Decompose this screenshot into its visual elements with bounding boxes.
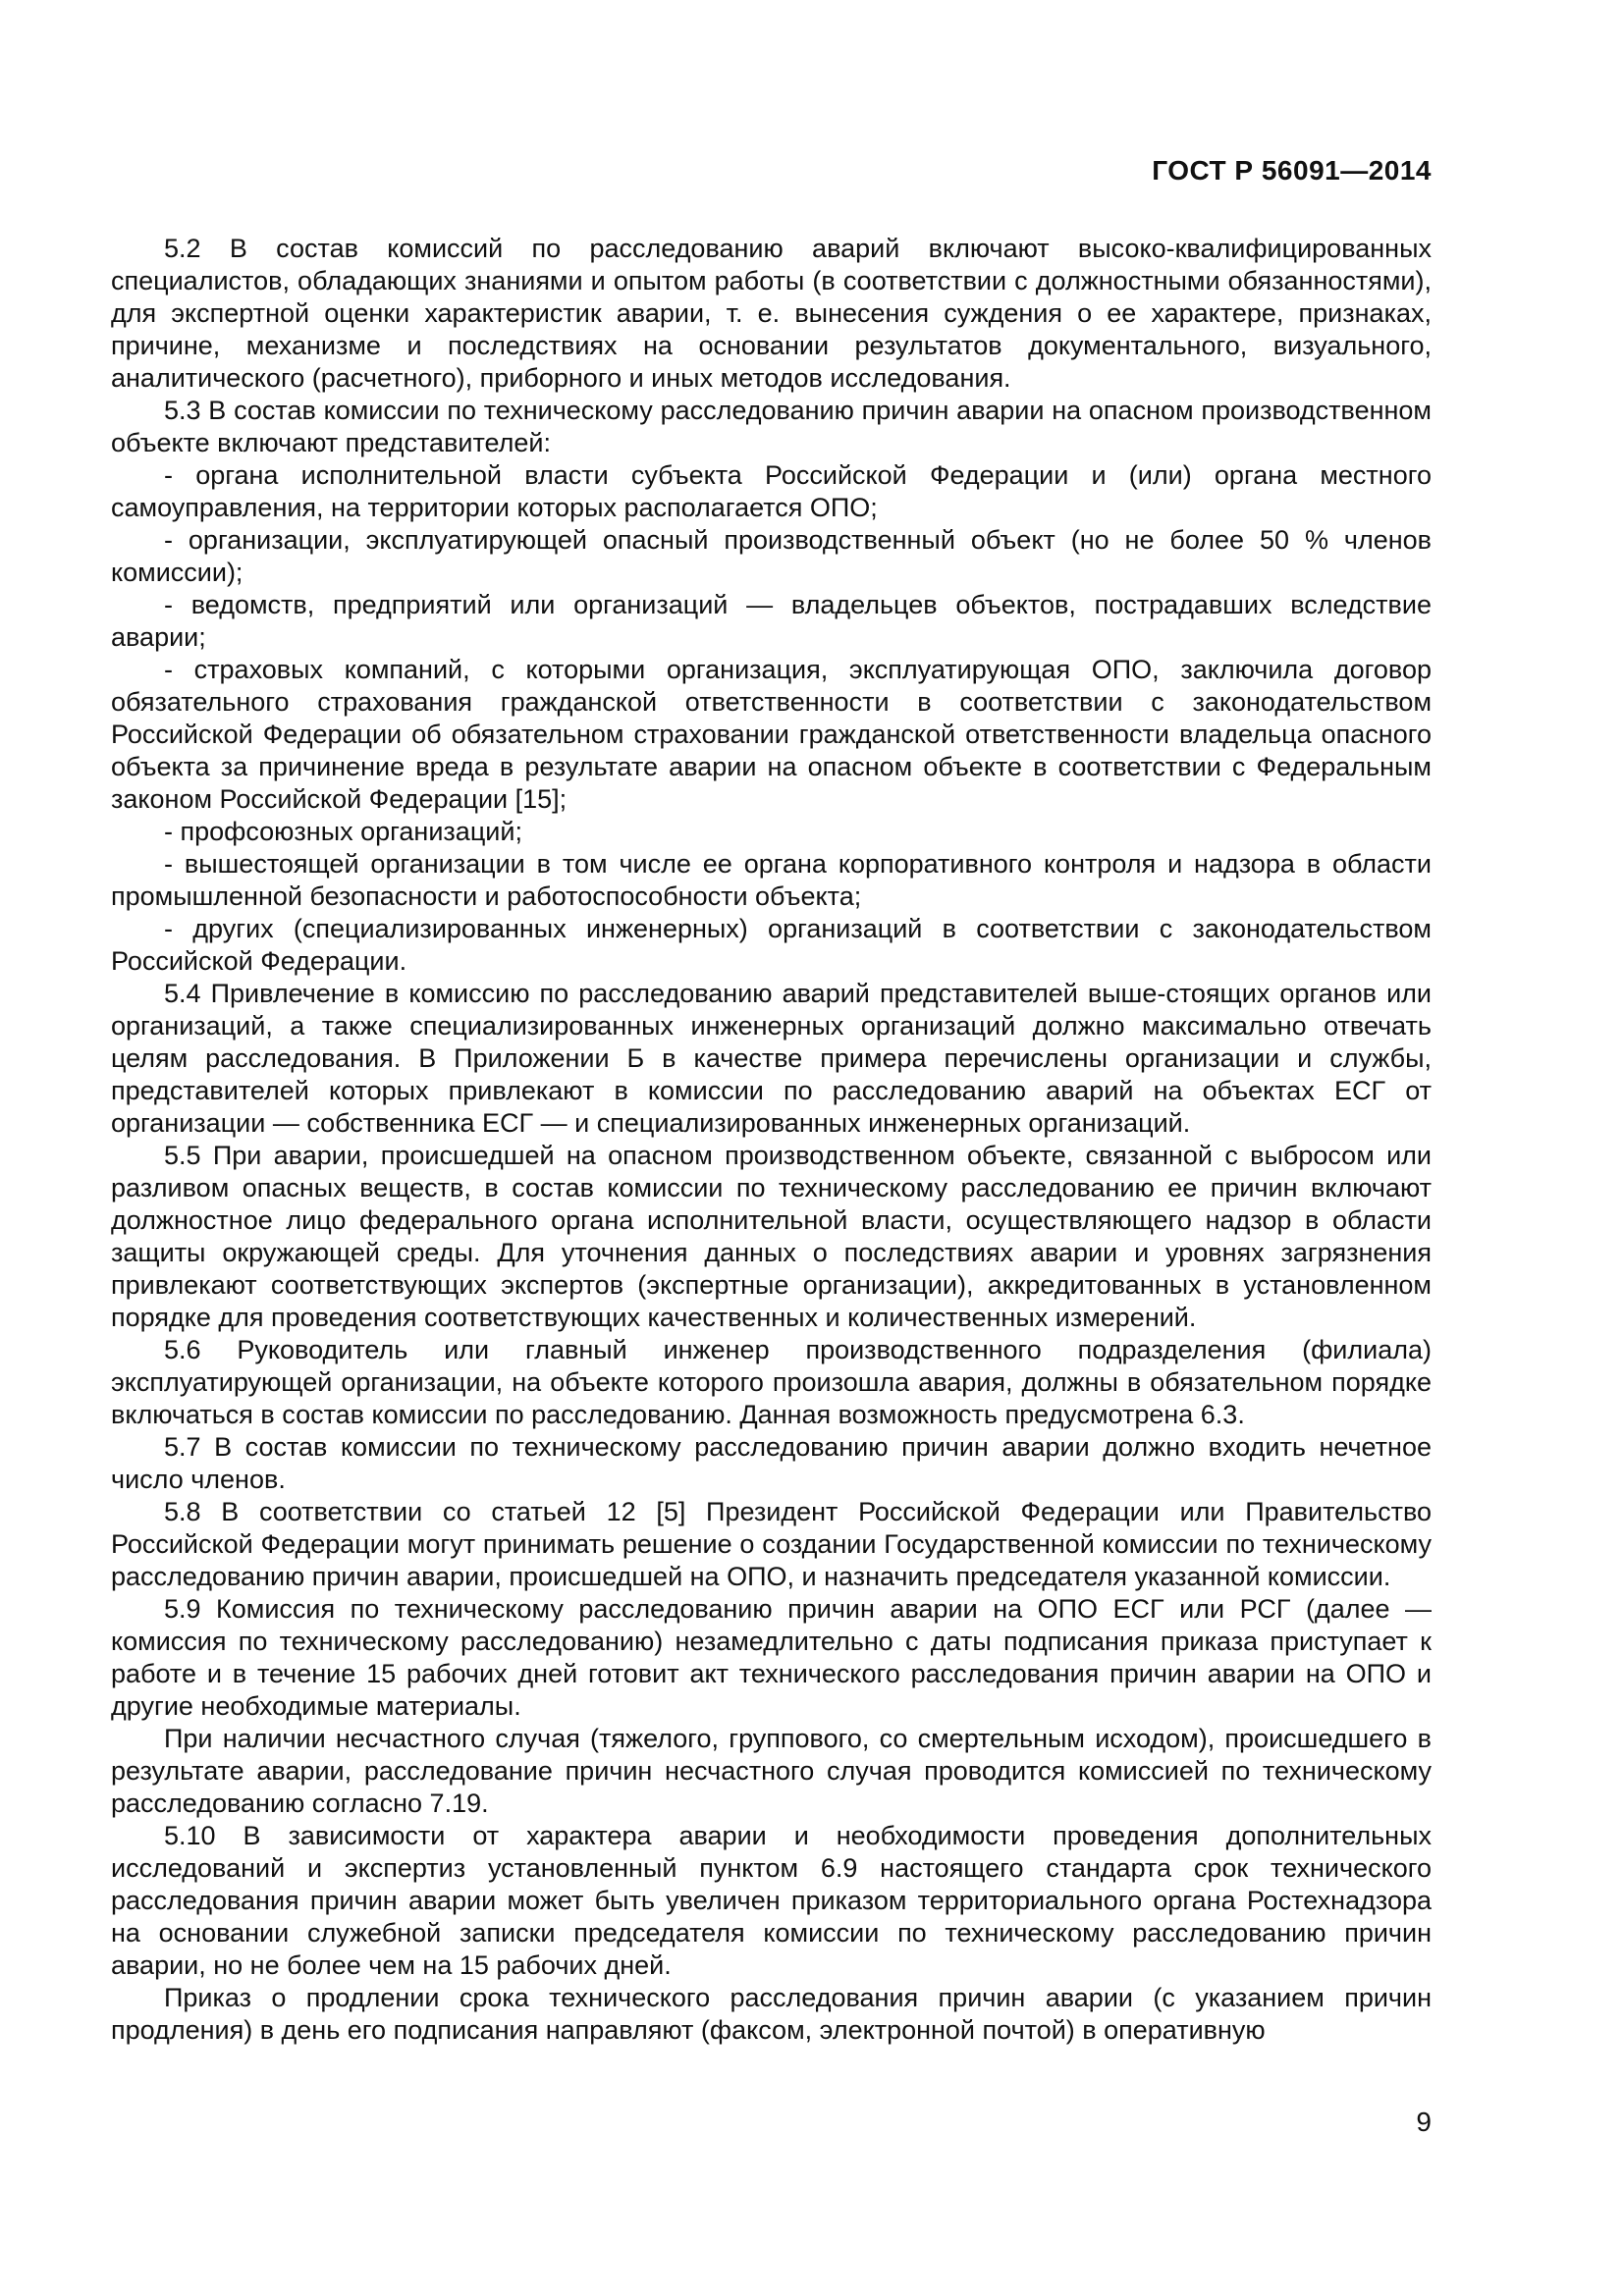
paragraph-5-9: 5.9 Комиссия по техническому расследованию причин аварии на ОПО ЕСГ или РСГ (далее — комиссия по техническому расследованию) незамедлительно с даты подписания приказа приступает к работе и в течение 15 рабочих дней готовит акт технического расследования причин аварии на ОПО и другие необходимые материалы. (111, 1594, 1432, 1721)
paragraph-5-7: 5.7 В состав комиссии по техническому расследованию причин аварии должно входить нечетное число членов. (111, 1432, 1432, 1494)
paragraph-order: Приказ о продлении срока технического расследования причин аварии (с указанием причин продления) в день его подписания направляют (факсом, электронной почтой) в оперативную (111, 1983, 1432, 2045)
list-item-insurers: - страховых компаний, с которыми организация, эксплуатирующая ОПО, заключила договор обязательного страхования гражданской ответственности в соответствии с законодательством Российской Федерации об обязательном страховании гражданской ответственности владельца опасного объекта за причинение вреда в результате аварии на опасном объекте в соответствии с Федеральным законом Российской Федерации [15]; (111, 655, 1432, 814)
page-number: 9 (1416, 2107, 1432, 2137)
paragraph-5-10: 5.10 В зависимости от характера аварии и необходимости проведения дополнительных исследований и экспертиз установленный пунктом 6.9 настоящего стандарта срок технического расследования причин аварии может быть увеличен приказом территориального органа Ростехнадзора на основании служебной записки председателя комиссии по техническому расследованию причин аварии, но не более чем на 15 рабочих дней. (111, 1821, 1432, 1980)
list-item-unions: - профсоюзных организаций; (164, 817, 522, 846)
document-body (111, 233, 1432, 2047)
paragraph-5-4: 5.4 Привлечение в комиссию по расследованию аварий представителей выше-стоящих органов или организаций, а также специализированных инженерных организаций должно максимально отвечать целям расследования. В Приложении Б в качестве примера перечислены организации и службы, представителей которых привлекают в комиссии по расследованию аварий на объектах ЕСГ от организации — собственника ЕСГ — и специализированных инженерных организаций. (111, 979, 1432, 1138)
paragraph-5-5: 5.5 При аварии, происшедшей на опасном производственном объекте, связанной с выбросом или разливом опасных веществ, в состав комиссии по техническому расследованию ее причин включают должностное лицо федерального органа исполнительной власти, осуществляющего надзор в области защиты окружающей среды. Для уточнения данных о последствиях аварии и уровнях загрязнения привлекают соответствующих экспертов (экспертные организации), аккредитованных в установленном порядке для проведения соответствующих качественных и количественных измерений. (111, 1141, 1432, 1332)
paragraph-5-2: 5.2 В состав комиссий по расследованию аварий включают высоко-квалифицированных специалистов, обладающих знаниями и опытом работы (в соответствии с должностными обязанностями), для экспертной оценки характеристик аварии, т. е. вынесения суждения о ее характере, признаках, причине, механизме и последствиях на основании результатов документального, визуального, аналитического (расчетного), приборного и иных методов исследования. (111, 234, 1432, 393)
paragraph-accident: При наличии несчастного случая (тяжелого, группового, со смертельным исходом), происшедшего в результате аварии, расследование причин несчастного случая проводится комиссией по техническому расследованию согласно 7.19. (111, 1724, 1432, 1818)
list-item-parent-org: - вышестоящей организации в том числе ее органа корпоративного контроля и надзора в области промышленной безопасности и работоспособности объекта; (111, 849, 1432, 911)
list-item-agencies: - ведомств, предприятий или организаций — владельцев объектов, пострадавших вследствие аварии; (111, 590, 1432, 652)
paragraph-5-8: 5.8 В соответствии со статьей 12 [5] Президент Российской Федерации или Правительство Российской Федерации могут принимать решение о создании Государственной комиссии по техническому расследованию причин аварии, происшедшей на ОПО, и назначить председателя указанной комиссии. (111, 1497, 1432, 1591)
list-item-operator: - организации, эксплуатирующей опасный производственный объект (но не более 50 % членов комиссии); (111, 525, 1432, 587)
list-item-other-orgs: - других (специализированных инженерных) организаций в соответствии с законодательством Российской Федерации. (111, 914, 1432, 976)
paragraph-5-3: 5.3 В состав комиссии по техническому расследованию причин аварии на опасном производственном объекте включают представителей: (111, 396, 1432, 457)
paragraph-5-6: 5.6 Руководитель или главный инженер производственного подразделения (филиала) эксплуатирующей организации, на объекте которого произошла авария, должны в обязательном порядке включаться в состав комиссии по расследованию. Данная возможность предусмотрена 6.3. (111, 1335, 1432, 1429)
list-item-authority: - органа исполнительной власти субъекта Российской Федерации и (или) органа местного самоуправления, на территории которых располагается ОПО; (111, 460, 1432, 522)
doc-code-header: ГОСТ Р 56091—2014 (1152, 155, 1432, 186)
